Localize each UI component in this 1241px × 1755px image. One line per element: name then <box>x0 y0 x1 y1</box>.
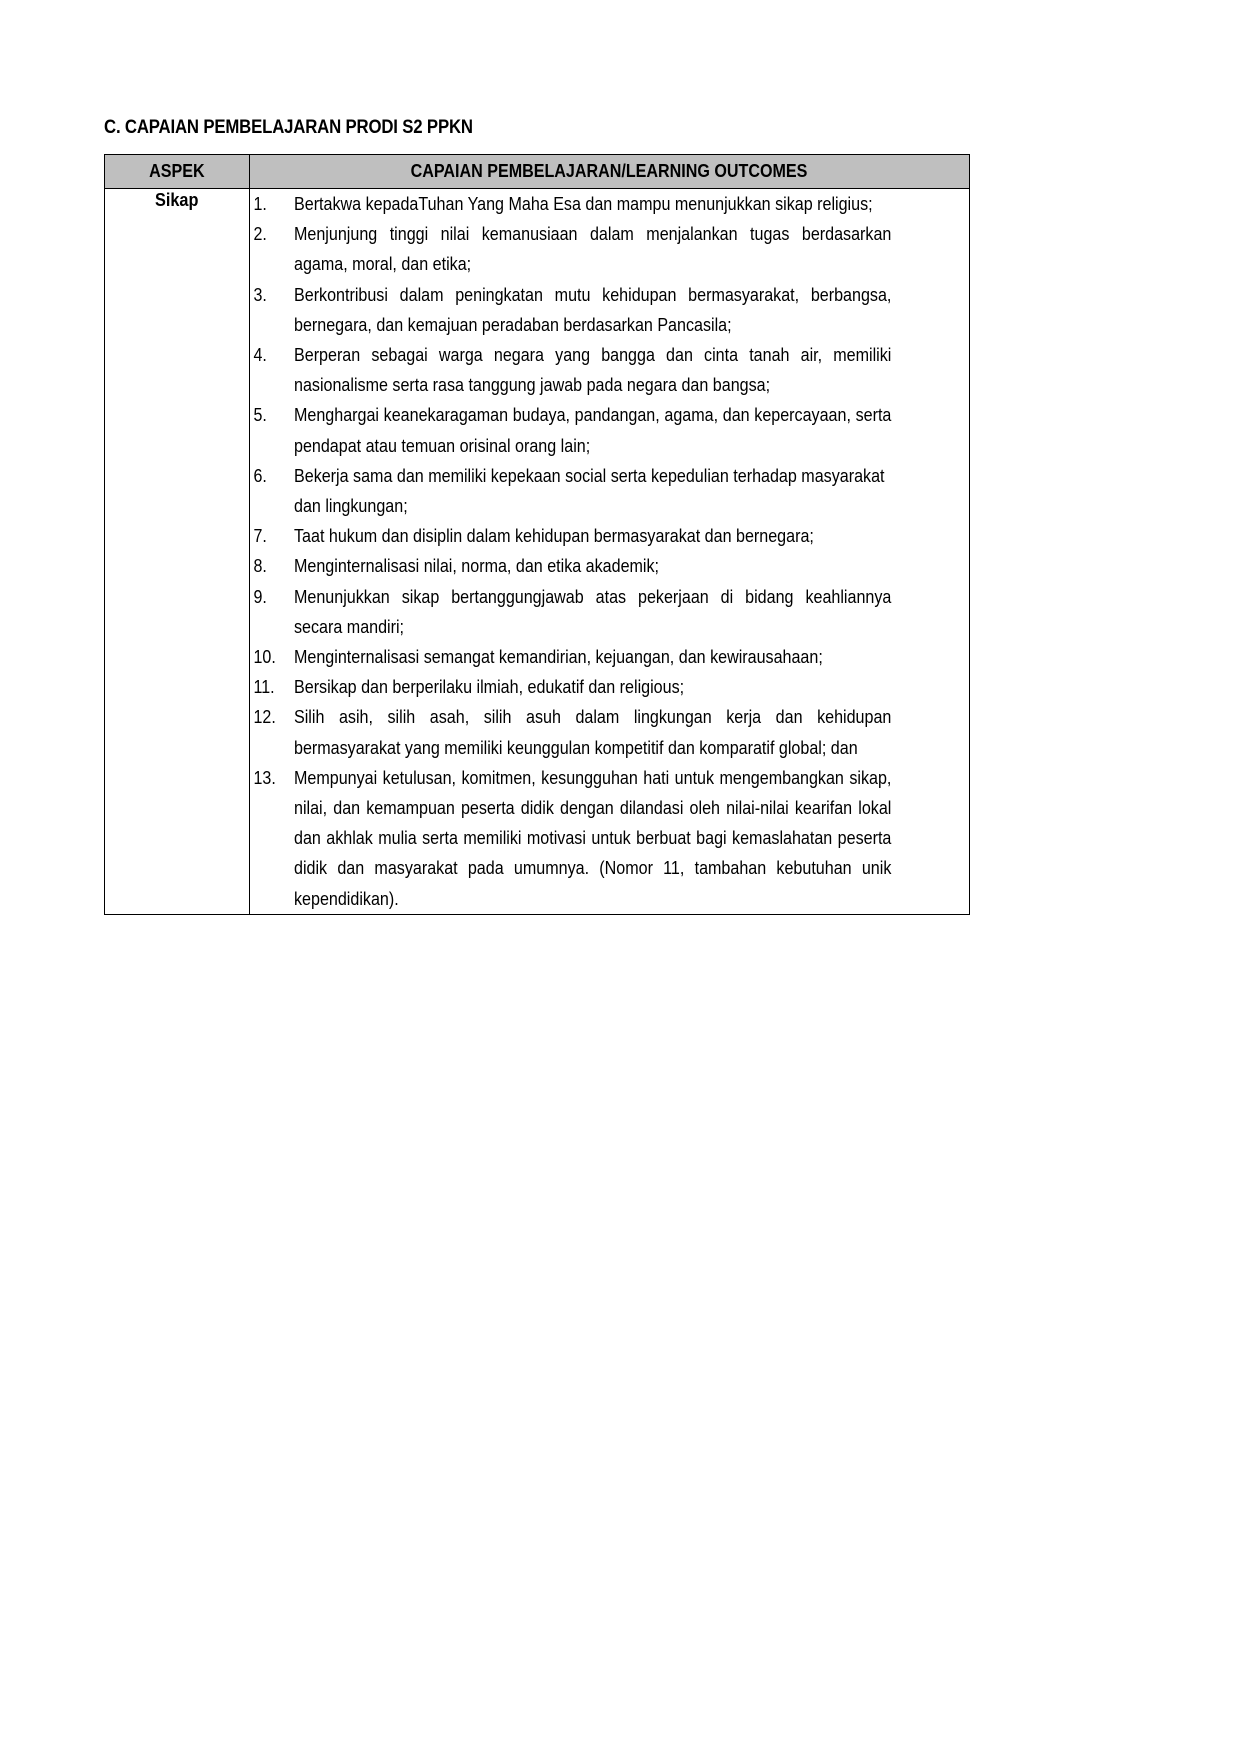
outcome-list-item <box>250 400 969 460</box>
outcome-list-item <box>250 189 969 219</box>
aspek-label: Sikap <box>155 189 199 210</box>
table-row <box>105 189 970 915</box>
outcome-list-item <box>250 702 969 762</box>
outcome-item-text: Taat hukum dan disiplin dalam kehidupan bermasyarakat dan bernegara; <box>294 526 814 547</box>
outcome-item-text: Menginternalisasi semangat kemandirian, kejuangan, dan kewirausahaan; <box>294 647 823 668</box>
outcome-item-number: 12. <box>253 707 276 728</box>
outcome-item-text: Berkontribusi dalam peningkatan mutu kehidupan bermasyarakat, berbangsa, bernegara, dan kemajuan peradaban berdasarkan Pancasila; <box>294 284 892 335</box>
outcome-item-number: 8. <box>253 556 267 577</box>
outcome-list-item <box>250 672 969 702</box>
outcome-item-number: 7. <box>253 526 267 547</box>
outcome-item-number: 1. <box>253 194 267 214</box>
capaian-cell <box>250 189 970 915</box>
outcome-item-number: 13. <box>253 767 276 788</box>
outcome-list-item <box>250 763 969 914</box>
outcome-item-number: 6. <box>253 465 267 486</box>
outcome-item-number: 3. <box>253 284 267 305</box>
learning-outcomes-table <box>104 154 970 915</box>
aspek-cell <box>105 189 250 915</box>
outcome-list-item <box>250 551 969 581</box>
outcome-list-item <box>250 521 969 551</box>
table-body <box>105 189 970 915</box>
outcome-item-text: Menginternalisasi nilai, norma, dan etika akademik; <box>294 556 660 577</box>
outcome-item-number: 2. <box>253 224 267 245</box>
outcome-item-text: Bekerja sama dan memiliki kepekaan social serta kepedulian terhadap masyarakat dan lingkungan; <box>294 465 885 517</box>
outcome-item-text: Menghargai keanekaragaman budaya, pandangan, agama, dan kepercayaan, serta pendapat atau temuan orisinal orang lain; <box>294 405 892 456</box>
outcome-list-item <box>250 642 969 672</box>
outcome-list-item <box>250 582 969 642</box>
column-header-capaian-label: CAPAIAN PEMBELAJARAN/LEARNING OUTCOMES <box>411 160 808 181</box>
outcome-item-text: Mempunyai ketulusan, komitmen, kesungguhan hati untuk mengembangkan sikap, nilai, dan kemampuan peserta didik dengan dilandasi oleh nilai-nilai kearifan lokal dan akhlak mulia serta memiliki motivasi untuk berbuat bagi kemaslahatan peserta didik dan masyarakat pada umumnya. (Nomor 11, tambahan kebutuhan unik kependidikan). <box>294 767 892 909</box>
outcome-item-text: Berperan sebagai warga negara yang bangga dan cinta tanah air, memiliki nasionalisme serta rasa tanggung jawab pada negara dan bangsa; <box>294 345 892 396</box>
outcome-item-number: 4. <box>253 345 267 366</box>
outcome-list-item <box>250 461 969 521</box>
outcome-item-text: Bersikap dan berperilaku ilmiah, edukatif dan religious; <box>294 677 685 698</box>
column-header-aspek-label: ASPEK <box>149 160 205 181</box>
table-header-row <box>105 155 970 189</box>
outcome-item-number: 5. <box>253 405 267 426</box>
outcome-item-number: 9. <box>253 586 267 607</box>
outcome-item-text: Menjunjung tinggi nilai kemanusiaan dalam menjalankan tugas berdasarkan agama, moral, dan etika; <box>294 224 892 275</box>
outcome-item-text: Bertakwa kepadaTuhan Yang Maha Esa dan mampu menunjukkan sikap religius; <box>294 194 873 214</box>
outcome-item-text: Silih asih, silih asah, silih asuh dalam lingkungan kerja dan kehidupan bermasyarakat yang memiliki keunggulan kompetitif dan komparatif global; dan <box>294 707 892 758</box>
section-title: C. CAPAIAN PEMBELAJARAN PRODI S2 PPKN <box>104 116 473 138</box>
outcome-list-item <box>250 219 969 279</box>
column-header-aspek <box>105 155 250 189</box>
outcome-list <box>250 189 969 914</box>
outcome-list-item <box>250 340 969 400</box>
outcome-item-number: 10. <box>253 647 276 668</box>
outcome-item-number: 11. <box>253 677 275 698</box>
outcome-list-item <box>250 280 969 340</box>
outcome-item-text: Menunjukkan sikap bertanggungjawab atas pekerjaan di bidang keahliannya secara mandiri; <box>294 586 892 637</box>
column-header-capaian <box>250 155 970 189</box>
